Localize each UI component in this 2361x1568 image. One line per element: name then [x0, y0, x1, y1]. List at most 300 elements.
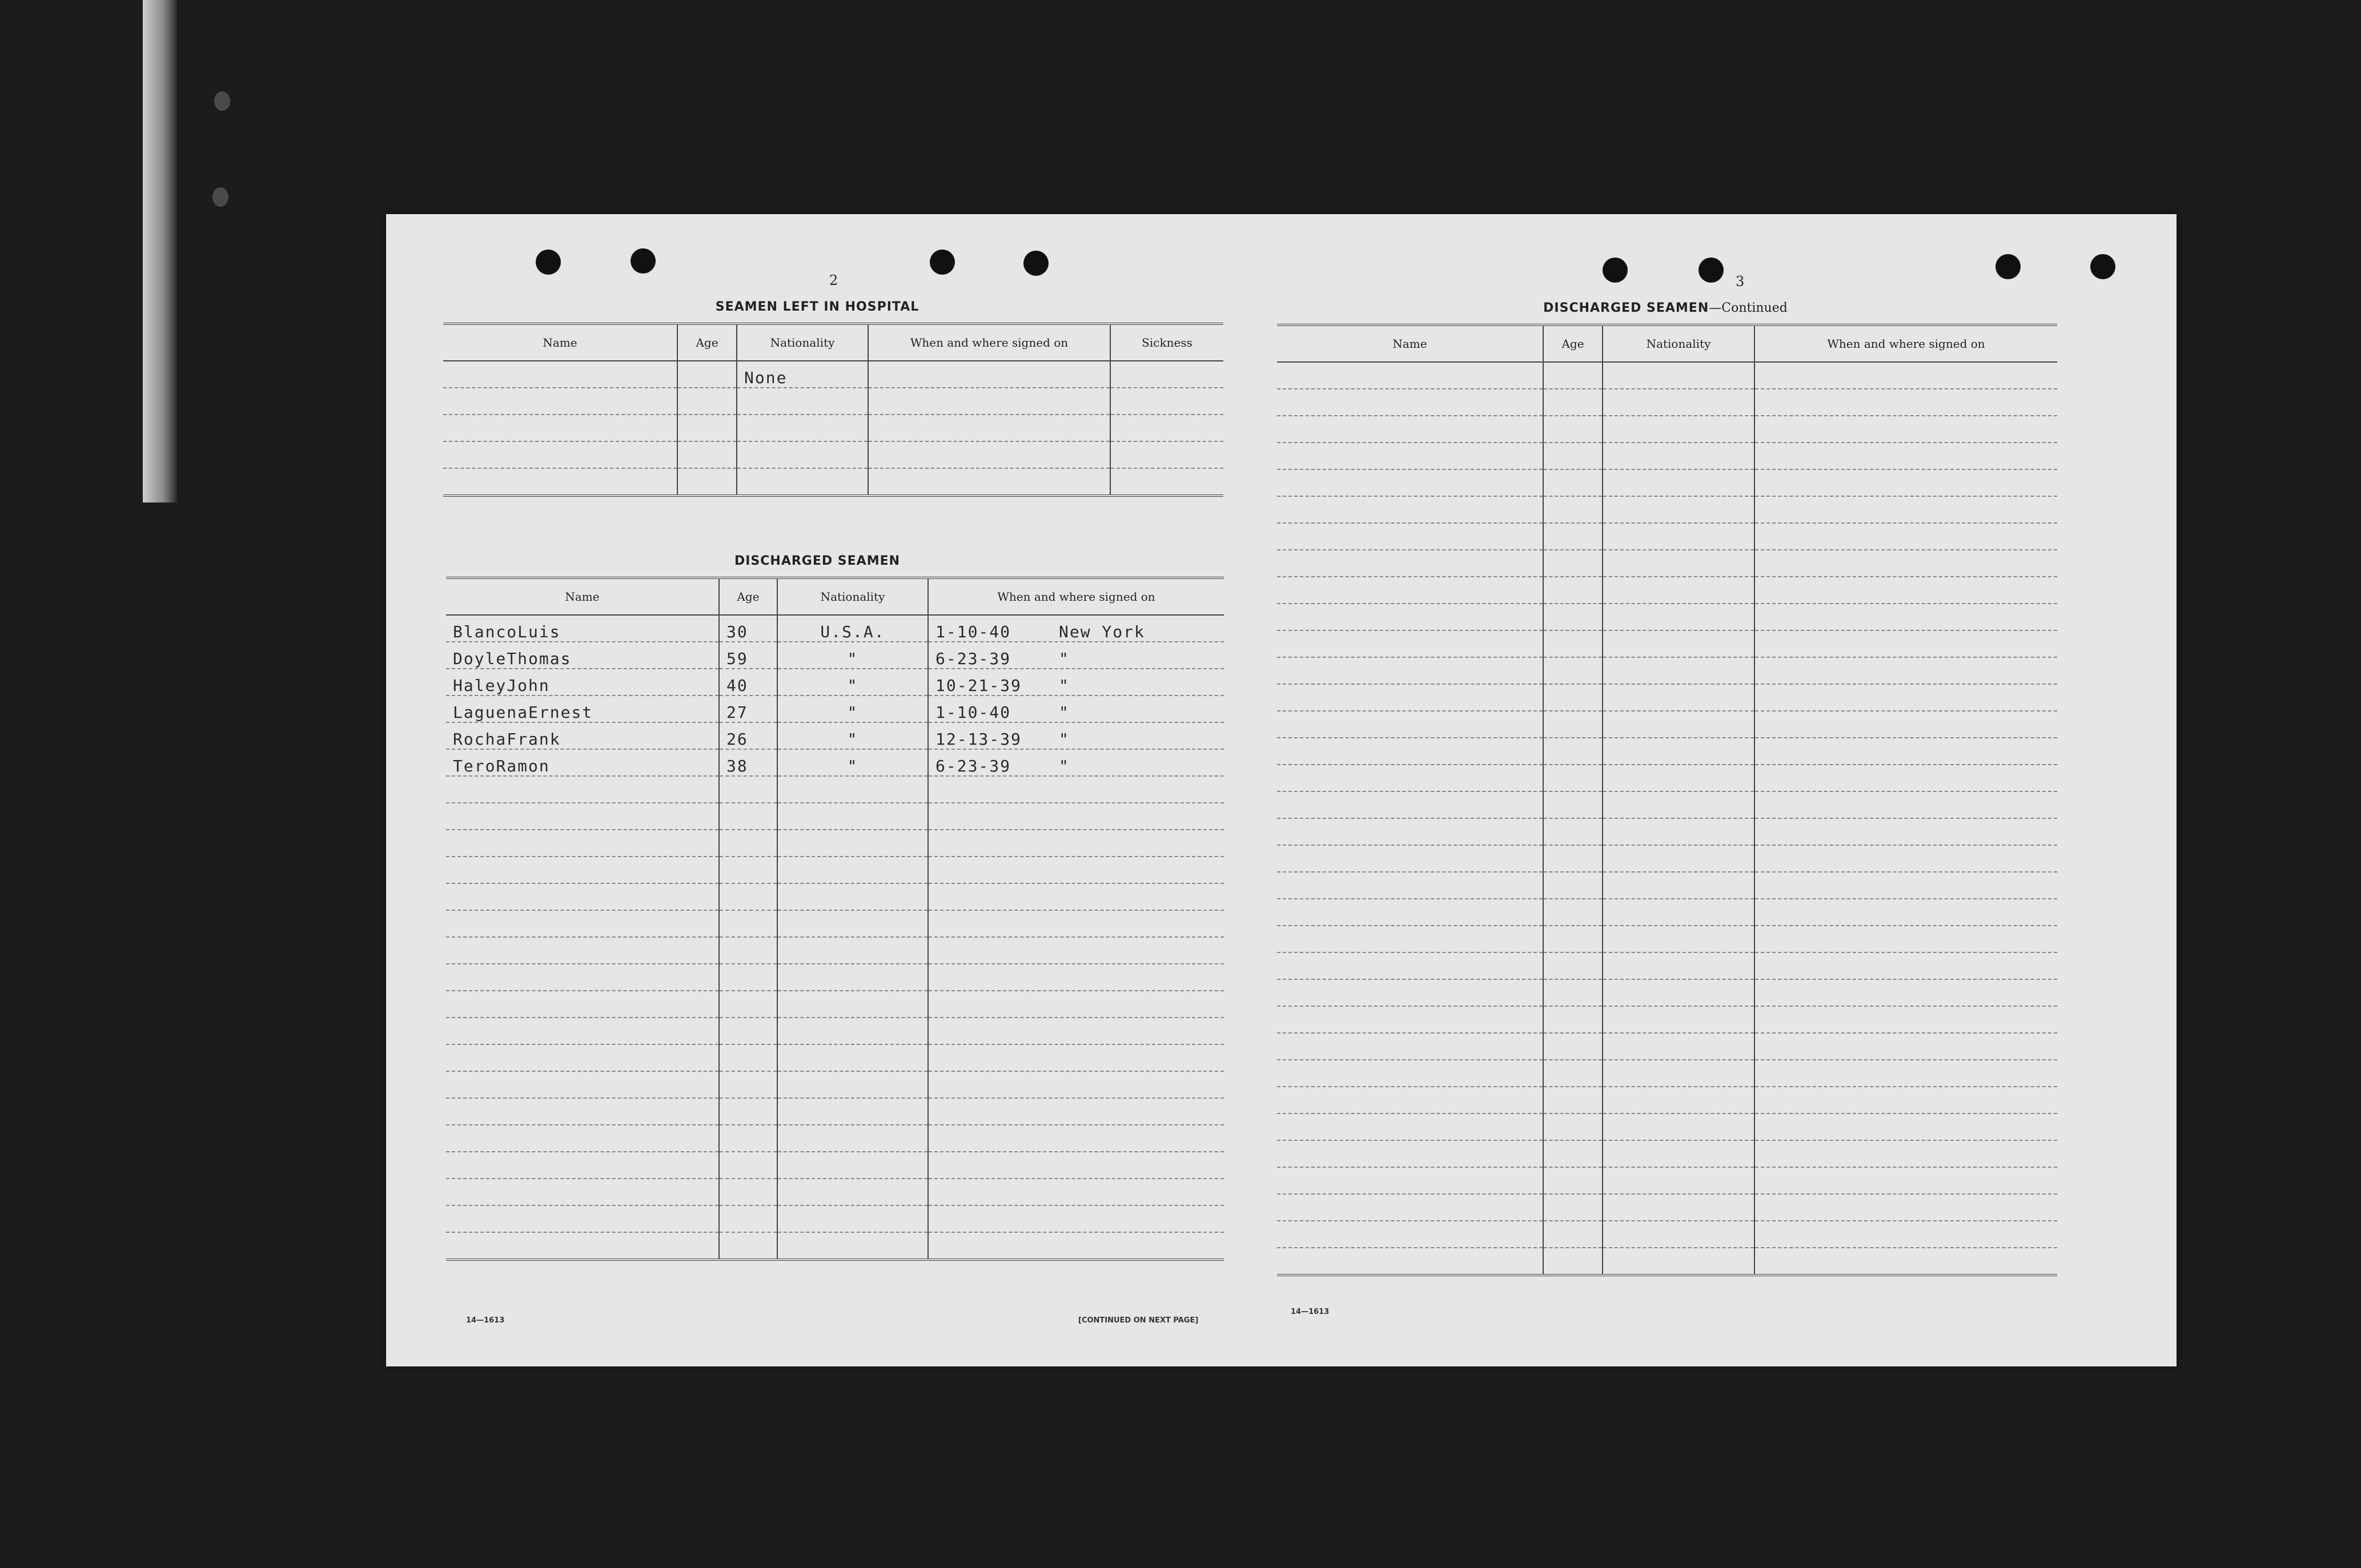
signed-on-date: 12-13-39	[935, 730, 1022, 749]
age-cell	[1543, 523, 1603, 550]
nationality-cell	[1603, 1194, 1754, 1221]
signed-on-cell	[928, 964, 1224, 991]
table-row	[446, 910, 1224, 937]
table-row	[1277, 791, 2057, 818]
signed-on-cell	[1754, 1167, 2057, 1194]
name-cell	[1277, 469, 1543, 496]
name-cell	[1277, 979, 1543, 1006]
age-cell	[1543, 550, 1603, 577]
table-row	[446, 1232, 1224, 1260]
name-cell	[446, 910, 719, 937]
table-row	[446, 937, 1224, 964]
table-row	[443, 468, 1223, 496]
nationality-cell	[1603, 496, 1754, 523]
table-row	[446, 749, 1224, 776]
age-cell	[719, 937, 777, 964]
signed-on-cell	[928, 1018, 1224, 1044]
signed-on-cell	[928, 1071, 1224, 1098]
section-title-suffix: —Continued	[1709, 301, 1788, 315]
nationality-cell	[1603, 738, 1754, 765]
table-row	[446, 1205, 1224, 1232]
nationality-cell	[1603, 523, 1754, 550]
nationality-cell	[1603, 1033, 1754, 1060]
age-cell: 30	[719, 615, 777, 642]
nationality-cell	[1603, 604, 1754, 630]
signed-on-cell	[1754, 979, 2057, 1006]
nationality-cell	[1603, 684, 1754, 711]
age-cell	[1543, 926, 1603, 952]
age-cell	[719, 1232, 777, 1260]
name-cell	[446, 803, 719, 830]
table-row	[446, 1044, 1224, 1071]
col-nationality-header: Nationality	[1603, 325, 1754, 362]
name-cell	[1277, 1194, 1543, 1221]
age-cell	[1543, 469, 1603, 496]
table-row	[1277, 1113, 2057, 1140]
nationality-cell	[1603, 845, 1754, 872]
table-row	[443, 361, 1223, 388]
name-cell	[1277, 604, 1543, 630]
table-row	[1277, 604, 2057, 630]
table-row	[446, 642, 1224, 669]
signed-on-cell	[928, 1205, 1224, 1232]
nationality-cell	[1603, 389, 1754, 416]
table-row	[446, 1152, 1224, 1179]
table-row	[1277, 818, 2057, 845]
age-cell: 38	[719, 749, 777, 776]
form-code: 14—1613	[1291, 1308, 1330, 1316]
signed-on-cell	[1754, 577, 2057, 604]
nationality-cell	[777, 1205, 928, 1232]
nationality-cell	[1603, 979, 1754, 1006]
name-cell	[1277, 389, 1543, 416]
form-code: 14—1613	[466, 1316, 505, 1325]
given-name: John	[507, 676, 550, 695]
name-cell	[1277, 738, 1543, 765]
col-sickness-header: Sickness	[1110, 324, 1223, 361]
col-name-header: Name	[446, 578, 719, 615]
signed-on-place: "	[1059, 676, 1070, 695]
age-cell: 59	[719, 642, 777, 669]
table-row	[446, 830, 1224, 857]
signed-on-date: 6-23-39	[935, 649, 1011, 668]
signed-on-place: "	[1059, 649, 1070, 668]
name-cell	[446, 991, 719, 1018]
nationality-cell	[777, 991, 928, 1018]
age-cell	[1543, 362, 1603, 389]
table-row	[1277, 899, 2057, 926]
signed-on-cell	[1754, 496, 2057, 523]
table-row	[1277, 523, 2057, 550]
nationality-cell	[737, 441, 868, 468]
name-cell	[446, 669, 719, 695]
surname: Tero	[453, 757, 496, 775]
age-cell	[1543, 1140, 1603, 1167]
signed-on-place: "	[1059, 730, 1070, 749]
age-cell	[719, 883, 777, 910]
signed-on-cell	[868, 361, 1110, 388]
age-cell	[1543, 1221, 1603, 1248]
name-cell	[446, 830, 719, 857]
table-row	[446, 669, 1224, 695]
table-row	[1277, 416, 2057, 443]
signed-on-cell	[928, 642, 1224, 669]
table-row	[1277, 1221, 2057, 1248]
age-cell	[1543, 818, 1603, 845]
age-cell	[1543, 577, 1603, 604]
nationality-cell: "	[777, 695, 928, 722]
signed-on-cell	[1754, 952, 2057, 979]
signed-on-cell	[868, 415, 1110, 441]
age-cell	[1543, 657, 1603, 684]
name-cell	[446, 722, 719, 749]
nationality-cell	[777, 910, 928, 937]
col-nationality-header: Nationality	[737, 324, 868, 361]
page-number: 3	[1736, 274, 1745, 290]
signed-on-cell	[1754, 362, 2057, 389]
name-cell	[1277, 1006, 1543, 1033]
col-name-header: Name	[1277, 325, 1543, 362]
nationality-cell	[777, 883, 928, 910]
signed-on-cell	[1754, 926, 2057, 952]
age-cell	[1543, 711, 1603, 738]
signed-on-cell	[1754, 1060, 2057, 1087]
table-row	[1277, 577, 2057, 604]
hospital-table	[443, 323, 1223, 497]
table-row	[446, 1098, 1224, 1125]
age-cell	[719, 803, 777, 830]
nationality-cell	[1603, 711, 1754, 738]
name-cell	[1277, 496, 1543, 523]
scan-edge	[143, 0, 177, 502]
signed-on-cell	[928, 857, 1224, 883]
name-cell	[443, 361, 677, 388]
age-cell	[677, 441, 737, 468]
age-cell	[1543, 979, 1603, 1006]
table-row	[446, 964, 1224, 991]
signed-on-cell	[928, 1098, 1224, 1125]
table-row	[1277, 765, 2057, 791]
col-age-header: Age	[719, 578, 777, 615]
nationality-cell	[1603, 899, 1754, 926]
signed-on-cell	[1754, 872, 2057, 899]
nationality-cell	[1603, 469, 1754, 496]
age-cell	[719, 1179, 777, 1205]
given-name: Thomas	[507, 649, 572, 668]
nationality-cell	[1603, 872, 1754, 899]
nationality-cell	[777, 830, 928, 857]
signed-on-cell	[928, 615, 1224, 642]
signed-on-cell	[1754, 1194, 2057, 1221]
nationality-cell	[1603, 1113, 1754, 1140]
col-nationality-header: Nationality	[777, 578, 928, 615]
name-cell	[1277, 362, 1543, 389]
table-row	[1277, 845, 2057, 872]
nationality-cell	[777, 1018, 928, 1044]
name-cell	[446, 937, 719, 964]
name-cell	[446, 642, 719, 669]
age-cell	[1543, 1006, 1603, 1033]
table-row	[446, 615, 1224, 642]
name-cell	[446, 1232, 719, 1260]
signed-on-cell	[868, 441, 1110, 468]
age-cell	[719, 1044, 777, 1071]
age-cell: 27	[719, 695, 777, 722]
signed-on-cell	[1754, 791, 2057, 818]
name-cell	[1277, 872, 1543, 899]
name-cell	[446, 749, 719, 776]
nationality-cell	[1603, 1140, 1754, 1167]
table-row	[446, 1125, 1224, 1152]
side-punch-hole	[212, 187, 228, 207]
signed-on-cell	[928, 830, 1224, 857]
left-page	[386, 214, 1248, 1366]
signed-on-cell	[928, 1044, 1224, 1071]
signed-on-cell	[928, 722, 1224, 749]
table-row	[1277, 1167, 2057, 1194]
signed-on-cell	[1754, 765, 2057, 791]
nationality-cell	[1603, 791, 1754, 818]
age-cell	[1543, 389, 1603, 416]
nationality-cell	[1603, 952, 1754, 979]
signed-on-cell	[928, 1152, 1224, 1179]
col-signed-on-header: When and where signed on	[1754, 325, 2057, 362]
signed-on-cell	[1754, 899, 2057, 926]
table-row	[1277, 872, 2057, 899]
name-cell	[1277, 952, 1543, 979]
given-name: Ernest	[528, 703, 593, 722]
nationality-cell	[1603, 1060, 1754, 1087]
table-row	[1277, 1033, 2057, 1060]
table-row	[443, 415, 1223, 441]
nationality-cell	[1603, 550, 1754, 577]
age-cell	[1543, 952, 1603, 979]
name-cell	[1277, 630, 1543, 657]
table-row	[1277, 926, 2057, 952]
age-cell	[719, 964, 777, 991]
signed-on-cell	[928, 1232, 1224, 1260]
sickness-cell	[1110, 441, 1223, 468]
nationality-cell: None	[737, 361, 868, 388]
age-cell	[1543, 872, 1603, 899]
signed-on-place: "	[1059, 703, 1070, 722]
name-cell	[443, 388, 677, 415]
table-row	[1277, 657, 2057, 684]
name-cell	[446, 1125, 719, 1152]
sickness-cell	[1110, 468, 1223, 496]
age-cell	[1543, 765, 1603, 791]
nationality-cell	[777, 1179, 928, 1205]
name-cell	[1277, 1087, 1543, 1113]
table-row	[1277, 711, 2057, 738]
signed-on-cell	[928, 883, 1224, 910]
age-cell	[1543, 845, 1603, 872]
nationality-cell	[1603, 1006, 1754, 1033]
age-cell	[1543, 1167, 1603, 1194]
signed-on-cell	[1754, 818, 2057, 845]
table-row	[1277, 684, 2057, 711]
name-cell	[1277, 845, 1543, 872]
signed-on-cell	[868, 388, 1110, 415]
name-cell	[1277, 1060, 1543, 1087]
name-cell	[1277, 1113, 1543, 1140]
table-row	[446, 1071, 1224, 1098]
nationality-cell: U.S.A.	[777, 615, 928, 642]
side-punch-hole	[214, 91, 230, 111]
right-page	[1277, 214, 2177, 1366]
nationality-cell	[1603, 765, 1754, 791]
signed-on-date: 1-10-40	[935, 622, 1011, 641]
age-cell: 26	[719, 722, 777, 749]
nationality-cell	[1603, 630, 1754, 657]
age-cell	[1543, 1194, 1603, 1221]
age-cell	[719, 776, 777, 803]
signed-on-cell	[928, 1179, 1224, 1205]
signed-on-cell	[928, 937, 1224, 964]
age-cell	[1543, 1113, 1603, 1140]
table-row	[1277, 738, 2057, 765]
nationality-cell	[1603, 818, 1754, 845]
signed-on-cell	[1754, 469, 2057, 496]
age-cell	[1543, 416, 1603, 443]
sickness-cell	[1110, 361, 1223, 388]
age-cell	[677, 388, 737, 415]
nationality-cell	[1603, 577, 1754, 604]
name-cell	[1277, 1248, 1543, 1275]
nationality-cell	[1603, 362, 1754, 389]
col-age-header: Age	[677, 324, 737, 361]
name-cell	[1277, 1167, 1543, 1194]
name-cell	[1277, 765, 1543, 791]
age-cell	[719, 910, 777, 937]
signed-on-cell	[928, 991, 1224, 1018]
nationality-cell	[777, 776, 928, 803]
age-cell	[1543, 1248, 1603, 1275]
nationality-cell	[777, 1071, 928, 1098]
nationality-cell	[777, 937, 928, 964]
given-name: Frank	[507, 730, 561, 749]
age-cell	[1543, 738, 1603, 765]
name-cell	[1277, 899, 1543, 926]
nationality-cell	[1603, 1248, 1754, 1275]
signed-on-cell	[928, 803, 1224, 830]
nationality-cell	[777, 857, 928, 883]
table-row	[1277, 952, 2057, 979]
col-name-header: Name	[443, 324, 677, 361]
signed-on-cell	[1754, 738, 2057, 765]
signed-on-cell	[1754, 1248, 2057, 1275]
age-cell	[1543, 791, 1603, 818]
signed-on-cell	[1754, 550, 2057, 577]
nationality-cell	[777, 1152, 928, 1179]
signed-on-place: "	[1059, 757, 1070, 775]
signed-on-cell	[1754, 604, 2057, 630]
signed-on-cell	[1754, 711, 2057, 738]
nationality-cell	[1603, 416, 1754, 443]
signed-on-cell	[1754, 523, 2057, 550]
nationality-cell	[737, 415, 868, 441]
nationality-cell	[777, 1044, 928, 1071]
name-cell	[1277, 684, 1543, 711]
nationality-cell	[777, 964, 928, 991]
nationality-cell	[1603, 443, 1754, 469]
nationality-cell	[1603, 1167, 1754, 1194]
sickness-cell	[1110, 415, 1223, 441]
surname: Haley	[453, 676, 507, 695]
nationality-cell	[777, 1098, 928, 1125]
given-name: Luis	[517, 622, 561, 641]
signed-on-cell	[1754, 443, 2057, 469]
page-number: 2	[829, 272, 838, 288]
table-row	[1277, 389, 2057, 416]
name-cell	[1277, 791, 1543, 818]
name-cell	[1277, 523, 1543, 550]
table-row	[446, 776, 1224, 803]
table-row	[1277, 1006, 2057, 1033]
surname: Doyle	[453, 649, 507, 668]
table-row	[446, 1018, 1224, 1044]
table-row	[1277, 1060, 2057, 1087]
continued-header-row	[1277, 325, 2057, 362]
continued-note: [CONTINUED ON NEXT PAGE]	[1078, 1316, 1199, 1325]
name-cell	[1277, 657, 1543, 684]
age-cell	[719, 857, 777, 883]
table-row	[446, 803, 1224, 830]
nationality-cell	[1603, 926, 1754, 952]
name-cell	[446, 964, 719, 991]
signed-on-cell	[1754, 845, 2057, 872]
name-cell	[446, 1179, 719, 1205]
signed-on-cell	[868, 468, 1110, 496]
nationality-cell: "	[777, 722, 928, 749]
signed-on-cell	[1754, 1087, 2057, 1113]
hospital-section-title: SEAMEN LEFT IN HOSPITAL	[715, 300, 919, 314]
discharged-table	[446, 577, 1224, 1261]
signed-on-date: 6-23-39	[935, 757, 1011, 775]
age-cell	[1543, 630, 1603, 657]
nationality-cell: "	[777, 642, 928, 669]
given-name: Ramon	[496, 757, 550, 775]
table-row	[1277, 469, 2057, 496]
table-row	[446, 857, 1224, 883]
table-row	[1277, 979, 2057, 1006]
name-cell	[446, 857, 719, 883]
signed-on-date: 1-10-40	[935, 703, 1011, 722]
age-cell	[677, 415, 737, 441]
age-cell	[1543, 899, 1603, 926]
age-cell	[1543, 1087, 1603, 1113]
section-title-text: DISCHARGED SEAMEN	[1543, 301, 1709, 315]
name-cell	[1277, 1033, 1543, 1060]
nationality-cell	[1603, 1221, 1754, 1248]
table-row	[1277, 1194, 2057, 1221]
age-cell	[719, 991, 777, 1018]
name-cell	[446, 1205, 719, 1232]
sickness-cell	[1110, 388, 1223, 415]
nationality-cell	[737, 388, 868, 415]
surname: Blanco	[453, 622, 518, 641]
col-age-header: Age	[1543, 325, 1603, 362]
nationality-cell	[777, 1125, 928, 1152]
name-cell	[1277, 926, 1543, 952]
name-cell	[1277, 550, 1543, 577]
name-cell	[446, 1152, 719, 1179]
nationality-cell	[1603, 1087, 1754, 1113]
signed-on-cell	[1754, 1113, 2057, 1140]
signed-on-cell	[928, 695, 1224, 722]
age-cell	[719, 1018, 777, 1044]
signed-on-cell	[1754, 630, 2057, 657]
